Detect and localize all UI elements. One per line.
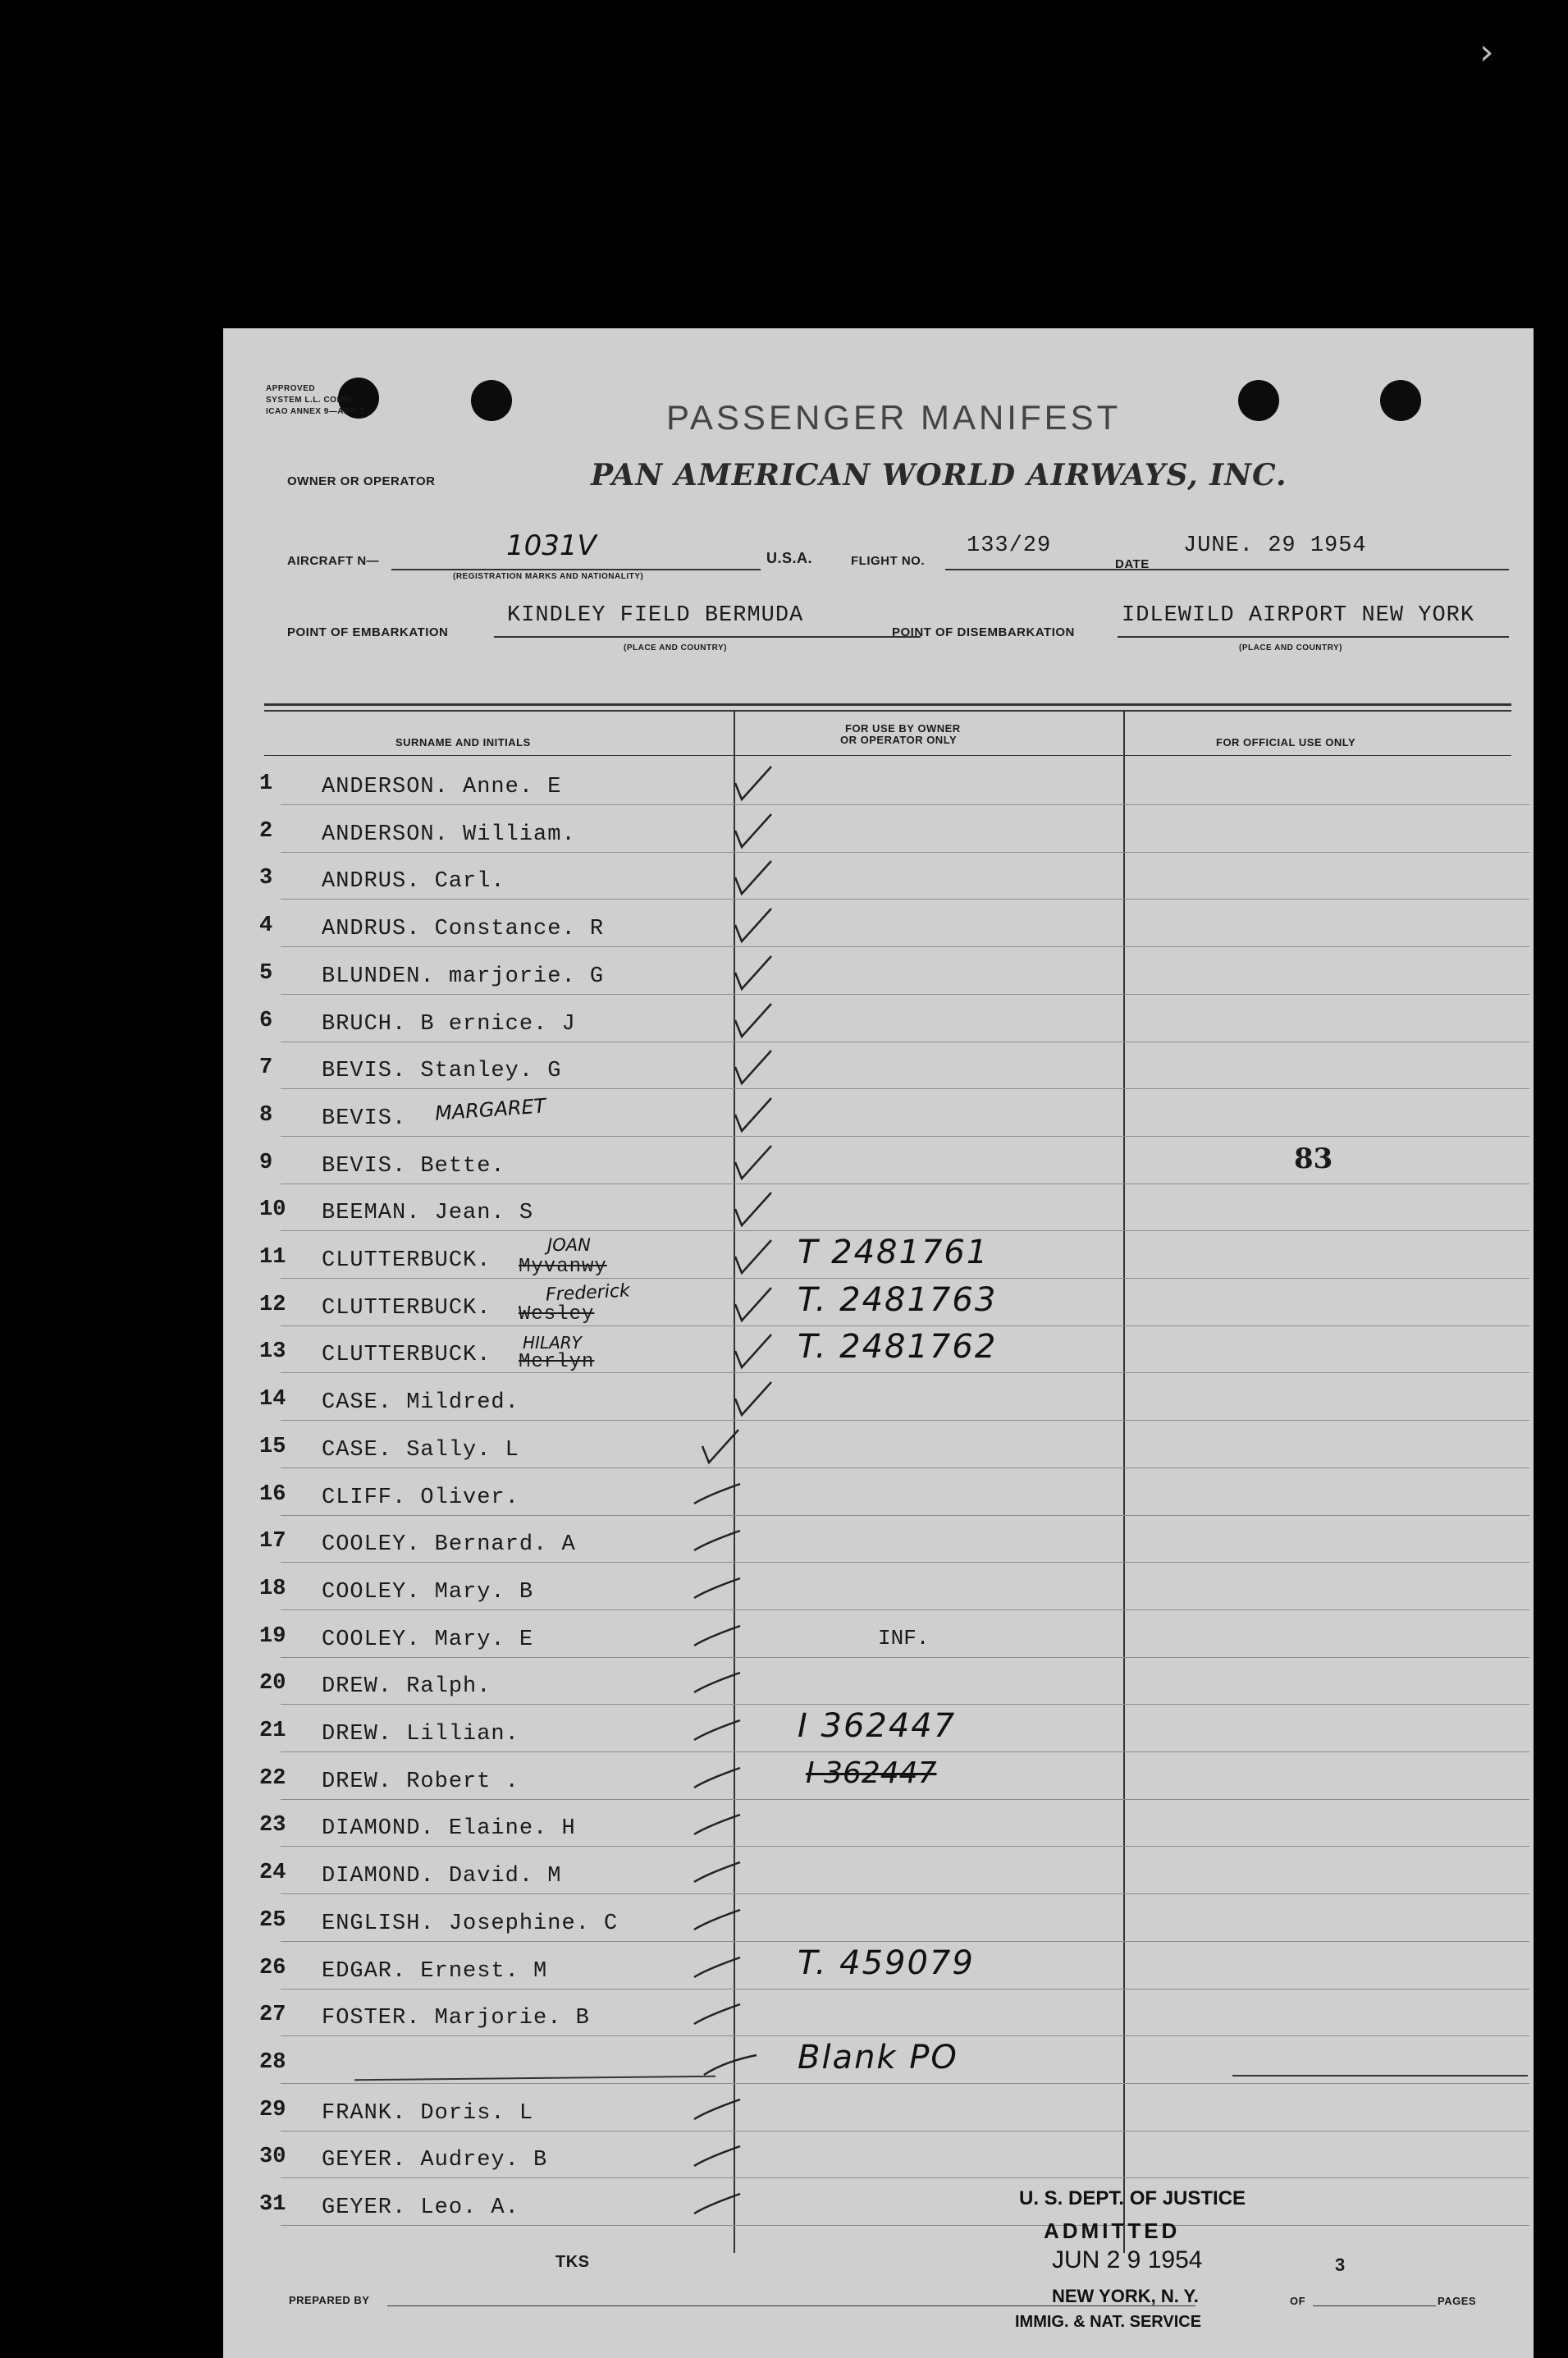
chevron-right-icon: ›	[1479, 31, 1494, 73]
row-number: 4	[259, 913, 273, 939]
struck-name: Wesley	[519, 1303, 595, 1326]
check-mark-icon	[724, 1284, 781, 1326]
date-label: DATE	[1115, 557, 1150, 571]
row-rule	[281, 899, 1529, 900]
official-count: 83	[1294, 1142, 1333, 1175]
flight-number: 133/29	[967, 533, 1052, 558]
row-number: 13	[259, 1339, 286, 1365]
passenger-name: CASE. Mildred.	[322, 1390, 519, 1416]
row-number: 2	[259, 818, 273, 844]
row-rule	[281, 1846, 1529, 1847]
aircraft-number: 1031V	[506, 529, 597, 562]
column-divider	[1123, 710, 1125, 2253]
row-rule	[281, 2083, 1529, 2084]
row-rule	[281, 2177, 1529, 2178]
prepared-by-label: PREPARED BY	[289, 2294, 370, 2306]
handwritten-name: HILARY	[523, 1333, 582, 1353]
of-label: OF	[1290, 2295, 1306, 2307]
row-number: 9	[259, 1150, 273, 1175]
passenger-name: BEVIS. Bette.	[322, 1153, 505, 1179]
row-rule	[281, 1278, 1529, 1279]
admission-stamp-line: U. S. DEPT. OF JUSTICE	[1019, 2187, 1246, 2209]
row-number: 15	[259, 1434, 286, 1459]
passenger-name: ANDRUS. Constance. R	[322, 917, 605, 942]
passenger-name: CLUTTERBUCK.	[322, 1248, 491, 1273]
row-rule	[281, 994, 1529, 995]
row-number: 5	[259, 960, 273, 986]
form-ref: ICAO ANNEX 9—APP. 2	[266, 407, 365, 416]
row-number: 8	[259, 1102, 273, 1128]
passenger-name: GEYER. Leo. A.	[322, 2195, 519, 2220]
row-rule	[281, 1088, 1529, 1089]
place-caption: (PLACE AND COUNTRY)	[1239, 643, 1342, 652]
header-rule	[264, 755, 1511, 756]
admission-stamp-line: JUN 2 9 1954	[1052, 2246, 1203, 2273]
passenger-name: COOLEY. Mary. E	[322, 1627, 534, 1652]
form-ref: SYSTEM L.L. COMM.	[266, 396, 354, 405]
row-rule	[281, 1657, 1529, 1658]
pages-underline	[1313, 2305, 1436, 2306]
disembarkation-underline	[1118, 636, 1509, 638]
check-mark-icon	[691, 1568, 748, 1609]
passenger-name: CLUTTERBUCK.	[322, 1343, 491, 1368]
passenger-name: DIAMOND. David. M	[322, 1864, 562, 1889]
row-rule	[281, 1893, 1529, 1894]
row-rule	[281, 852, 1529, 853]
check-mark-icon	[691, 1426, 748, 1467]
registration-caption: (REGISTRATION MARKS AND NATIONALITY)	[453, 572, 644, 581]
row-rule	[281, 1704, 1529, 1705]
row-rule	[281, 1562, 1529, 1563]
passenger-name: BEEMAN. Jean. S	[322, 1201, 534, 1226]
row-number: 18	[259, 1576, 286, 1601]
check-mark-icon	[691, 1900, 748, 1941]
check-mark-icon	[691, 1758, 748, 1799]
owner-label: OWNER OR OPERATOR	[287, 474, 436, 488]
row-number: 27	[259, 2003, 286, 2028]
check-mark-icon	[724, 858, 781, 899]
row-rule	[281, 1372, 1529, 1373]
passenger-name: CLUTTERBUCK.	[322, 1295, 491, 1321]
aircraft-label: AIRCRAFT N—	[287, 554, 380, 568]
check-mark-icon	[724, 1189, 781, 1230]
struck-name: Myvanwy	[519, 1256, 607, 1278]
embarkation-value: KINDLEY FIELD BERMUDA	[507, 603, 804, 628]
row-number: 31	[259, 2192, 286, 2217]
page-title: PASSENGER MANIFEST	[666, 398, 1122, 437]
row-rule	[281, 1799, 1529, 1800]
passenger-name: BEVIS. Stanley. G	[322, 1059, 562, 1084]
table-top-rule	[264, 703, 1511, 706]
ticket-number: T. 2481763	[798, 1280, 998, 1319]
preparer-initials: TKS	[555, 2253, 590, 2271]
handwritten-name: Frederick	[545, 1280, 631, 1306]
check-mark-icon	[724, 1331, 781, 1372]
table-top-rule	[264, 710, 1511, 712]
row-number: 14	[259, 1387, 286, 1413]
form-ref: APPROVED	[266, 384, 316, 393]
passenger-name: ENGLISH. Josephine. C	[322, 1911, 619, 1936]
place-caption: (PLACE AND COUNTRY)	[624, 643, 727, 652]
passenger-name: BLUNDEN. marjorie. G	[322, 964, 605, 989]
row-rule	[281, 1467, 1529, 1468]
ticket-number: Blank PO	[798, 2038, 958, 2076]
check-mark-icon	[691, 1710, 748, 1751]
check-mark-icon	[691, 1852, 748, 1893]
official-header: FOR OFFICIAL USE ONLY	[1216, 736, 1356, 749]
date-value: JUNE. 29 1954	[1183, 533, 1367, 558]
row-rule	[281, 1230, 1529, 1231]
surname-header: SURNAME AND INITIALS	[395, 736, 531, 749]
struck-ticket-number: I 362447	[806, 1756, 937, 1790]
punch-hole	[1380, 380, 1421, 421]
row-number: 24	[259, 1861, 286, 1886]
row-number: 7	[259, 1055, 273, 1081]
pages-label: PAGES	[1438, 2295, 1477, 2307]
check-mark-icon	[724, 1000, 781, 1042]
passenger-name: DREW. Robert .	[322, 1769, 519, 1794]
passenger-name: COOLEY. Mary. B	[322, 1579, 534, 1605]
check-mark-icon	[724, 905, 781, 946]
row-number: 1	[259, 772, 273, 796]
admission-stamp-line: IMMIG. & NAT. SERVICE	[1015, 2313, 1202, 2331]
row-number: 11	[259, 1245, 286, 1270]
row-number: 19	[259, 1623, 286, 1649]
row-rule	[281, 1136, 1529, 1137]
check-mark-icon	[691, 2184, 748, 2225]
check-mark-icon	[724, 1142, 781, 1184]
ticket-number: I 362447	[798, 1707, 957, 1745]
admission-stamp-line: ADMITTED	[1044, 2218, 1181, 2243]
row-number: 16	[259, 1481, 286, 1507]
operator-header: FOR USE BY OWNER	[845, 722, 961, 735]
check-mark-icon	[724, 1095, 781, 1136]
row-rule	[281, 1941, 1529, 1942]
row-rule	[281, 1515, 1529, 1516]
check-mark-icon	[724, 1379, 781, 1420]
check-mark-icon	[724, 763, 781, 804]
row-number: 30	[259, 2145, 286, 2170]
check-mark-icon	[699, 2044, 773, 2085]
row-number: 26	[259, 1955, 286, 1980]
check-mark-icon	[691, 2090, 748, 2131]
passenger-name: GEYER. Audrey. B	[322, 2148, 548, 2173]
passenger-name: EDGAR. Ernest. M	[322, 1958, 548, 1984]
row-number: 17	[259, 1529, 286, 1554]
row-rule	[281, 1609, 1529, 1610]
punch-hole	[471, 380, 512, 421]
row-number: 23	[259, 1813, 286, 1838]
blank-row-line	[1232, 2075, 1528, 2076]
punch-hole	[1238, 380, 1279, 421]
handwritten-name: MARGARET	[434, 1094, 547, 1125]
check-mark-icon	[691, 1994, 748, 2035]
row-rule	[281, 2225, 1529, 2226]
passenger-name: COOLEY. Bernard. A	[322, 1532, 576, 1558]
passenger-name: CLIFF. Oliver.	[322, 1485, 519, 1510]
usa-label: U.S.A.	[766, 550, 813, 566]
check-mark-icon	[691, 1616, 748, 1657]
ticket-number: T. 2481762	[798, 1328, 998, 1367]
row-rule	[281, 2035, 1529, 2036]
check-mark-icon	[691, 1521, 748, 1562]
row-number: 21	[259, 1719, 286, 1743]
passenger-name: DREW. Lillian.	[322, 1722, 519, 1747]
row-rule	[281, 946, 1529, 947]
row-number: 3	[259, 866, 273, 891]
manifest-page	[223, 328, 1534, 2358]
passenger-name: ANDERSON. Anne. E	[322, 775, 562, 799]
admission-stamp-line: NEW YORK, N. Y.	[1052, 2286, 1199, 2306]
embarkation-label: POINT OF EMBARKATION	[287, 625, 449, 639]
passenger-name: BEVIS.	[322, 1106, 407, 1131]
blank-row-line	[354, 2076, 715, 2081]
row-number: 22	[259, 1765, 286, 1791]
row-rule	[281, 804, 1529, 805]
aircraft-underline	[391, 569, 761, 570]
check-mark-icon	[691, 1948, 748, 1989]
passenger-name: ANDRUS. Carl.	[322, 869, 505, 895]
passenger-name: DREW. Ralph.	[322, 1674, 491, 1700]
passenger-name: BRUCH. B ernice. J	[322, 1011, 576, 1037]
struck-name: Merlyn	[519, 1351, 595, 1373]
passenger-name: FRANK. Doris. L	[322, 2100, 534, 2126]
operator-name: PAN AMERICAN WORLD AIRWAYS, INC.	[591, 458, 1287, 492]
check-mark-icon	[724, 1237, 781, 1278]
disembarkation-label: POINT OF DISEMBARKATION	[892, 625, 1075, 639]
check-mark-icon	[724, 953, 781, 994]
handwritten-name: JOAN	[547, 1235, 591, 1255]
embarkation-underline	[494, 636, 921, 638]
ticket-number: T. 459079	[798, 1944, 975, 1982]
row-number: 10	[259, 1197, 286, 1223]
row-number: 6	[259, 1008, 273, 1033]
check-mark-icon	[691, 1663, 748, 1704]
check-mark-icon	[724, 1047, 781, 1088]
check-mark-icon	[724, 811, 781, 852]
passenger-name: DIAMOND. Elaine. H	[322, 1816, 576, 1842]
passenger-name: ANDERSON. William.	[322, 822, 576, 847]
row-number: 12	[259, 1292, 286, 1317]
row-rule	[281, 1420, 1529, 1421]
row-number: 29	[259, 2097, 286, 2122]
passenger-name: CASE. Sally. L	[322, 1437, 519, 1463]
check-mark-icon	[691, 1805, 748, 1846]
row-rule	[281, 1751, 1529, 1752]
ticket-number: T 2481761	[798, 1234, 990, 1271]
row-number: 25	[259, 1907, 286, 1933]
infant-note: INF.	[878, 1625, 930, 1651]
check-mark-icon	[691, 2136, 748, 2177]
flight-label: FLIGHT NO.	[851, 554, 925, 568]
date-underline	[1154, 569, 1509, 570]
check-mark-icon	[691, 1474, 748, 1515]
page-number: 3	[1335, 2255, 1346, 2275]
passenger-name: FOSTER. Marjorie. B	[322, 2006, 590, 2031]
row-number: 28	[259, 2049, 286, 2075]
operator-header: OR OPERATOR ONLY	[840, 734, 958, 746]
disembarkation-value: IDLEWILD AIRPORT NEW YORK	[1122, 603, 1475, 628]
row-number: 20	[259, 1671, 286, 1696]
